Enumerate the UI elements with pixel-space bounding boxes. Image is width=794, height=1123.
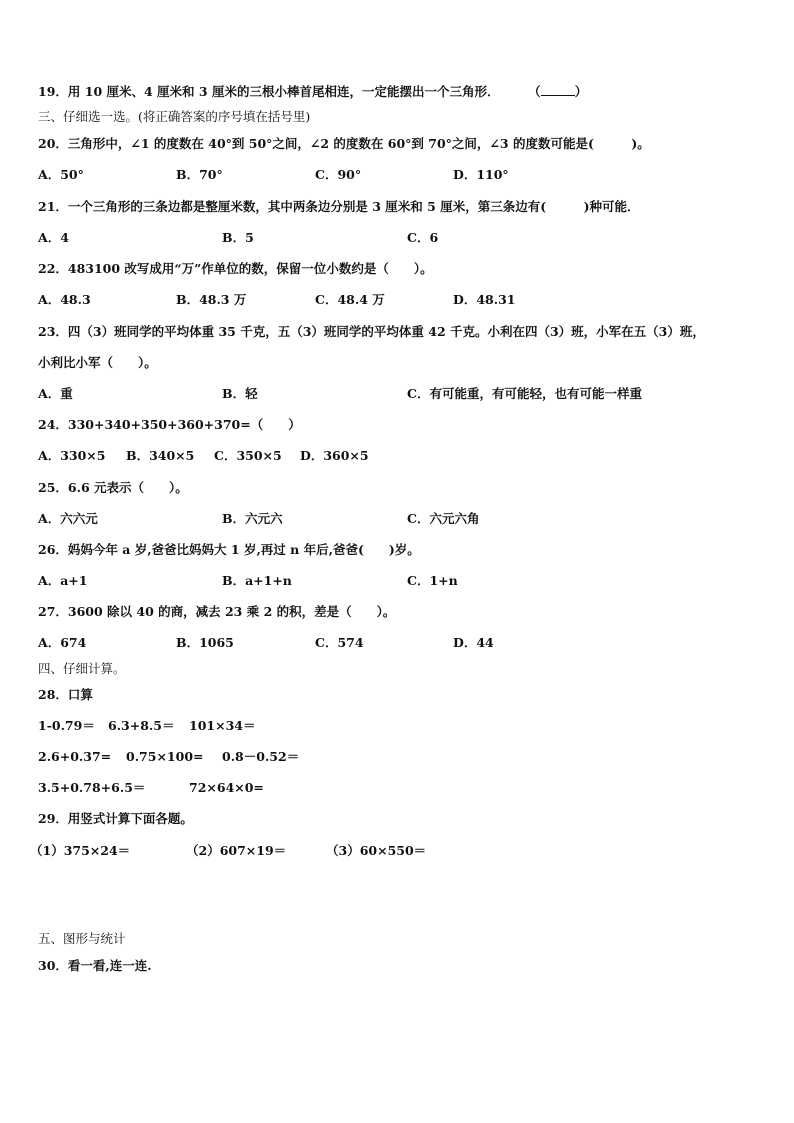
q27-option-b[interactable]: B．1065 [176, 635, 234, 650]
q25-option-a[interactable]: A．六六元 [38, 511, 98, 526]
q22-option-a[interactable]: A．48.3 [38, 292, 91, 307]
vertical-calc-item-1: （1）375×24＝ [30, 843, 131, 858]
section-5-heading: 五、图形与统计 [38, 931, 126, 946]
question-29: 29．用竖式计算下面各题。 [38, 811, 193, 826]
q20-option-c[interactable]: C．90° [315, 167, 362, 182]
question-28: 28．口算 [38, 687, 93, 702]
question-24: 24．330+340+350+360+370=（ ） [38, 417, 301, 432]
mental-calc-item: 0.8－0.52＝ [222, 749, 300, 764]
question-23: 23．四（3）班同学的平均体重 35 千克，五（3）班同学的平均体重 42 千克。小利在四（3）班，小军在五（3）班， [38, 324, 705, 339]
q23-option-c[interactable]: C．有可能重，有可能轻，也有可能一样重 [407, 386, 642, 401]
q20-option-d[interactable]: D．110° [453, 167, 509, 182]
question-25: 25．6.6 元表示（ ）。 [38, 480, 188, 495]
mental-calc-item: 101×34＝ [189, 718, 256, 733]
question-23-line-2: 小利比小军（ ）。 [38, 355, 157, 370]
mental-calc-item: 72×64×0= [189, 780, 264, 795]
question-30: 30．看一看,连一连. [38, 958, 152, 973]
q21-option-c[interactable]: C．6 [407, 230, 439, 245]
answer-blank[interactable] [541, 84, 575, 96]
q22-option-b[interactable]: B．48.3 万 [176, 292, 247, 307]
q26-option-c[interactable]: C．1+n [407, 573, 458, 588]
q20-option-b[interactable]: B．70° [176, 167, 223, 182]
q27-option-d[interactable]: D．44 [453, 635, 494, 650]
q26-option-a[interactable]: A．a+1 [38, 573, 88, 588]
question-20: 20．三角形中，∠1 的度数在 40°到 50°之间，∠2 的度数在 60°到 70°之间，∠3 的度数可能是( )。 [38, 136, 650, 151]
q23-option-b[interactable]: B．轻 [222, 386, 258, 401]
q24-option-c[interactable]: C．350×5 [214, 448, 282, 463]
q26-option-b[interactable]: B．a+1+n [222, 573, 292, 588]
q24-option-a[interactable]: A．330×5 [38, 448, 106, 463]
question-19 [38, 84, 587, 100]
q23-option-a[interactable]: A．重 [38, 386, 73, 401]
question-19-text: 19．用 10 厘米、4 厘米和 3 厘米的三根小棒首尾相连，一定能摆出一个三角形． [38, 84, 500, 99]
question-26: 26．妈妈今年 a 岁,爸爸比妈妈大 1 岁,再过 n 年后,爸爸( )岁。 [38, 542, 420, 557]
q27-option-c[interactable]: C．574 [315, 635, 364, 650]
question-27: 27．3600 除以 40 的商，减去 23 乘 2 的积，差是（ ）。 [38, 604, 396, 619]
question-21: 21．一个三角形的三条边都是整厘米数，其中两条边分别是 3 厘米和 5 厘米，第三条边有( )种可能． [38, 199, 640, 214]
q22-option-c[interactable]: C．48.4 万 [315, 292, 385, 307]
q25-option-b[interactable]: B．六元六 [222, 511, 283, 526]
q24-option-d[interactable]: D．360×5 [300, 448, 369, 463]
mental-calc-item: 1-0.79＝ [38, 718, 95, 733]
vertical-calc-item-3: （3）60×550＝ [326, 843, 427, 858]
mental-calc-item: 2.6+0.37= [38, 749, 112, 764]
q25-option-c[interactable]: C．六元六角 [407, 511, 480, 526]
mental-calc-item: 0.75×100= [126, 749, 204, 764]
question-19-bracket-open: （ [528, 84, 541, 99]
question-19-bracket-close: ） [574, 84, 588, 99]
question-22: 22．483100 改写成用“万”作单位的数，保留一位小数约是（ ）。 [38, 261, 433, 276]
q21-option-b[interactable]: B．5 [222, 230, 254, 245]
q22-option-d[interactable]: D．48.31 [453, 292, 516, 307]
section-4-heading: 四、仔细计算。 [38, 661, 126, 676]
mental-calc-item: 3.5+0.78+6.5＝ [38, 780, 146, 795]
section-3-heading: 三、仔细选一选。(将正确答案的序号填在括号里) [38, 109, 311, 124]
q24-option-b[interactable]: B．340×5 [126, 448, 195, 463]
q20-option-a[interactable]: A．50° [38, 167, 84, 182]
q27-option-a[interactable]: A．674 [38, 635, 87, 650]
mental-calc-item: 6.3+8.5＝ [108, 718, 175, 733]
vertical-calc-item-2: （2）607×19＝ [186, 843, 287, 858]
q21-option-a[interactable]: A．4 [38, 230, 69, 245]
